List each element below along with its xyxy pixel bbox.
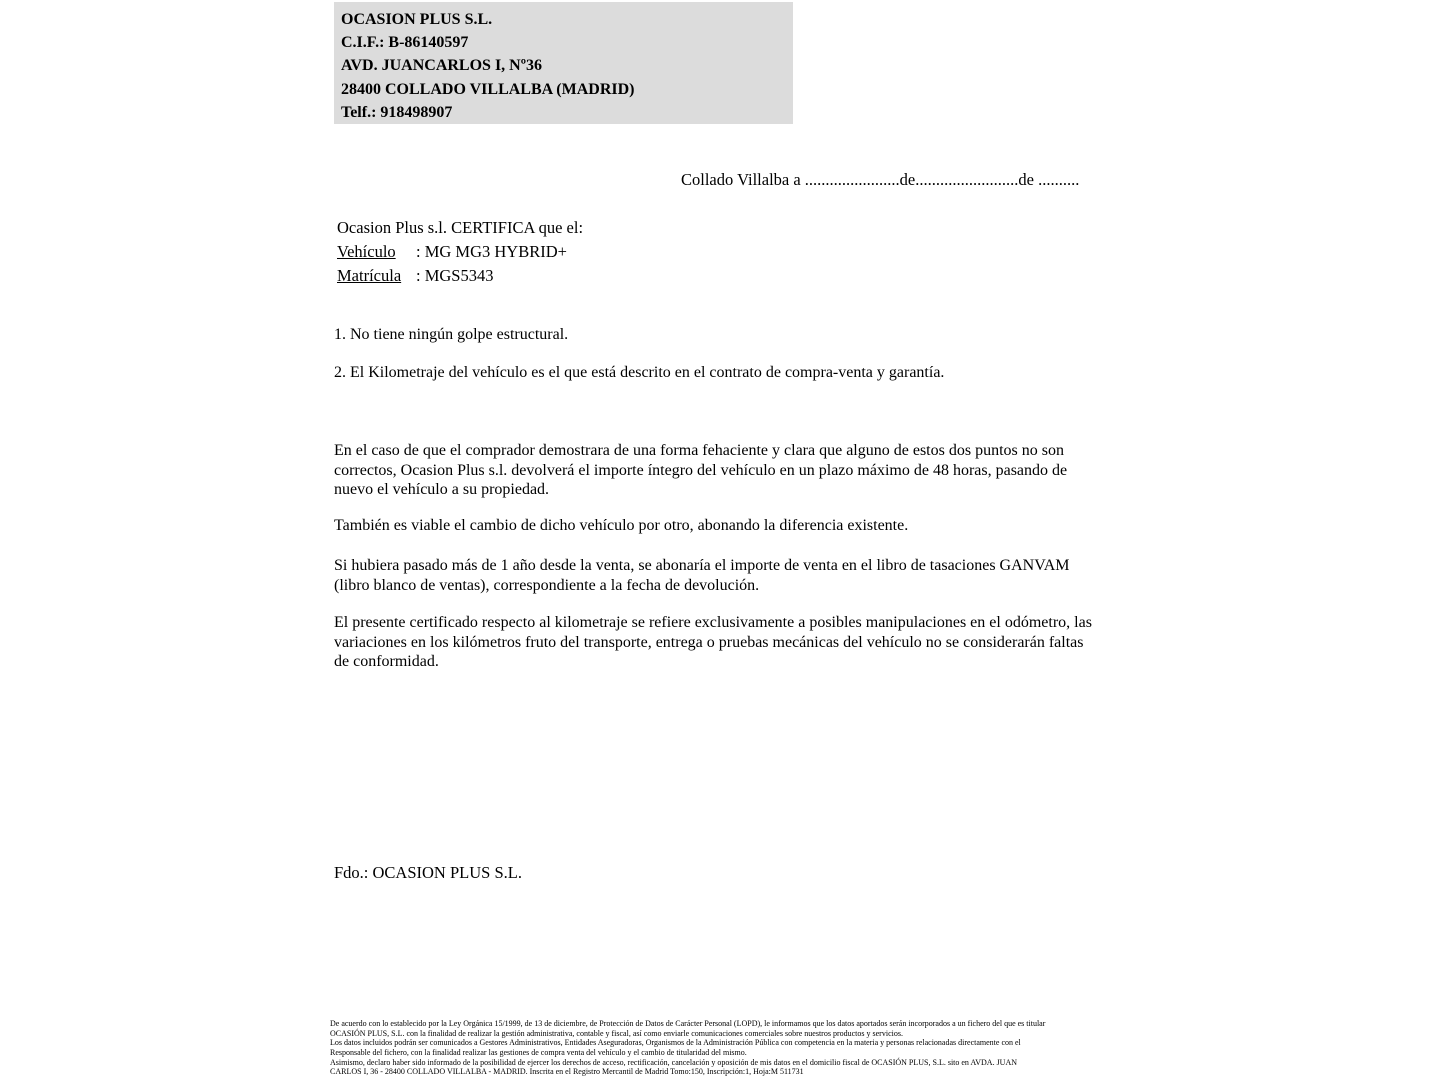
certification-intro: Ocasion Plus s.l. CERTIFICA que el: bbox=[337, 218, 584, 237]
legal-line: De acuerdo con lo establecido por la Ley Orgánica 15/1999, de 13 de diciembre, de Protección de Datos de Carácter Personal (LOPD), le informamos que los datos aportados serán incorporados a un fichero del que es titular bbox=[330, 1019, 1046, 1028]
plate-row bbox=[337, 264, 583, 288]
legal-line: Los datos incluidos podrán ser comunicados a Gestores Administrativos, Entidades Aseguradoras, Organismos de la Administración Pública con competencia en la materia y personas relacionadas directamente con el bbox=[330, 1038, 1021, 1048]
paragraph-ganvam: Si hubiera pasado más de 1 año desde la venta, se abonaría el importe de venta en el libro de tasaciones GANVAM (libro blanco de ventas), correspondiente a la fecha de devolución. bbox=[334, 557, 1070, 594]
company-name: OCASION PLUS S.L. bbox=[341, 11, 493, 28]
company-city: 28400 COLLADO VILLALBA (MADRID) bbox=[341, 80, 635, 98]
point-2: 2. El Kilometraje del vehículo es el que está descrito en el contrato de compra-venta y garantía. bbox=[334, 364, 945, 381]
legal-fine-print bbox=[330, 1019, 1045, 1077]
vehicle-value: : MG MG3 HYBRID+ bbox=[416, 241, 567, 261]
paragraph-odometer: El presente certificado respecto al kilometraje se refiere exclusivamente a posibles manipulaciones en el odómetro, las variaciones en los kilómetros fruto del transporte, entrega o pruebas mecánicas del vehículo no se considerarán faltas de conformidad. bbox=[334, 614, 1092, 671]
legal-line: CARLOS I, 36 - 28400 COLLADO VILLALBA - MADRID. Inscrita en el Registro Mercantil de Madrid Tomo:150, Inscripción:1, Hoja:M 511731 bbox=[330, 1067, 804, 1077]
legal-line: Responsable del fichero, con la finalidad realizar las gestiones de compra venta del vehículo y el cambio de titularidad del mismo. bbox=[330, 1047, 747, 1057]
paragraph-exchange: También es viable el cambio de dicho vehículo por otro, abonando la diferencia existente. bbox=[334, 517, 909, 534]
point-1: 1. No tiene ningún golpe estructural. bbox=[334, 326, 569, 343]
certification-block bbox=[337, 216, 583, 287]
legal-line: Asimismo, declaro haber sido informado de la posibilidad de ejercer los derechos de acceso, rectificación, cancelación y oposición de mis datos en el domicilio fiscal de OCASIÓN PLUS, S.L. sito en AVDA. JUAN bbox=[330, 1057, 1018, 1067]
plate-label: Matrícula bbox=[337, 265, 402, 285]
plate-value: : MGS5343 bbox=[416, 265, 494, 285]
signature-line: Fdo.: OCASION PLUS S.L. bbox=[334, 863, 522, 882]
vehicle-label: Vehículo bbox=[337, 241, 396, 261]
company-address: AVD. JUANCARLOS I, Nº36 bbox=[341, 57, 543, 75]
company-header-box bbox=[334, 2, 793, 124]
vehicle-row bbox=[337, 240, 583, 264]
paragraph-refund: En el caso de que el comprador demostrara de una forma fehaciente y clara que alguno de estos dos puntos no son correctos, Ocasion Plus s.l. devolverá el importe íntegro del vehículo en un plazo máximo de 48 horas, pasando de nuevo el vehículo a su propiedad. bbox=[334, 442, 1068, 499]
date-fill-in-line: Collado Villalba a .......................de.........................de .......... bbox=[681, 170, 1080, 189]
legal-line: OCASIÓN PLUS, S.L. con la finalidad de realizar la gestión administrativa, contable y fiscal, así como enviarle comunicaciones comerciales sobre nuestros productos y servicios. bbox=[330, 1028, 903, 1038]
company-cif: C.I.F.: B-86140597 bbox=[341, 34, 469, 52]
company-phone: Telf.: 918498907 bbox=[341, 103, 453, 121]
